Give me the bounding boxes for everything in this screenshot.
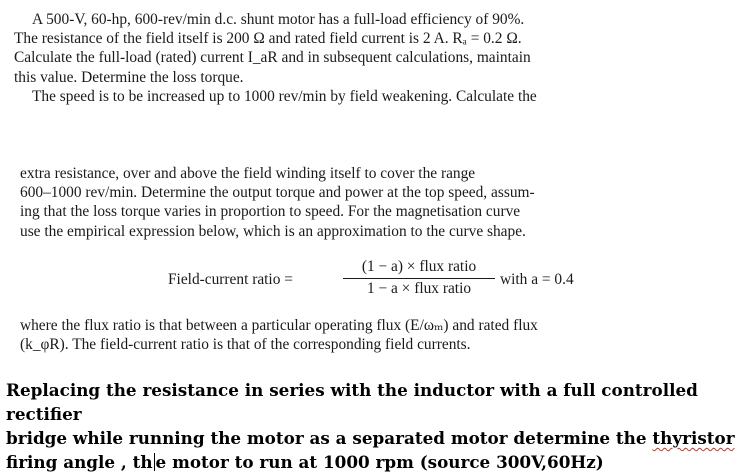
formula-rhs: with a = 0.4 [500, 271, 574, 288]
problem-line: Calculate the full-load (rated) current I_aR and in subsequent calculations, maintain [14, 49, 531, 67]
formula-fraction [343, 258, 495, 298]
question-line-part: firing angle , th [6, 452, 153, 472]
problem-line: The speed is to be increased up to 1000 rev/min by field weakening. Calculate the [32, 87, 537, 105]
problem-paragraph-3 [20, 316, 735, 354]
formula-numerator: (1 − a) × flux ratio [343, 258, 495, 279]
formula-lhs: Field-current ratio = [168, 271, 293, 288]
problem-line: 600–1000 rev/min. Determine the output torque and power at the top speed, assum- [20, 184, 535, 202]
problem-line: use the empirical expression below, which is an approximation to the curve shape. [20, 222, 526, 240]
problem-paragraph-1 [14, 10, 742, 106]
problem-line: extra resistance, over and above the field winding itself to cover the range [20, 165, 476, 182]
problem-line: this value. Determine the loss torque. [14, 68, 244, 86]
question-line: Replacing the resistance in series with the inductor with a full controlled rectifier [6, 380, 698, 424]
formula-denominator: 1 − a × flux ratio [366, 280, 472, 297]
problem-line: (k_φR). The field-current ratio is that of the corresponding field currents. [20, 336, 471, 354]
text-cursor [154, 453, 155, 471]
problem-line: where the flux ratio is that between a particular operating flux (E/ωₘ) and rated flux [20, 317, 538, 334]
problem-line: A 500-V, 60-hp, 600-rev/min d.c. shunt motor has a full-load efficiency of 90%. [32, 11, 525, 28]
spellcheck-underlined-word[interactable]: thyristor [652, 428, 735, 448]
question-line [6, 426, 751, 450]
question-line-part: e motor to run at 1000 rpm (source 300V,60Hz) [155, 452, 604, 472]
problem-paragraph-2 [20, 164, 735, 241]
problem-line: ing that the loss torque varies in proportion to speed. For the magnetisation curve [20, 203, 521, 221]
question-line [6, 450, 751, 474]
problem-line: The resistance of the field itself is 200 Ω and rated field current is 2 A. Rₐ = 0.2 Ω. [14, 30, 522, 48]
question-text[interactable] [6, 378, 751, 474]
question-line-part: bridge while running the motor as a separated motor determine the [6, 428, 653, 448]
